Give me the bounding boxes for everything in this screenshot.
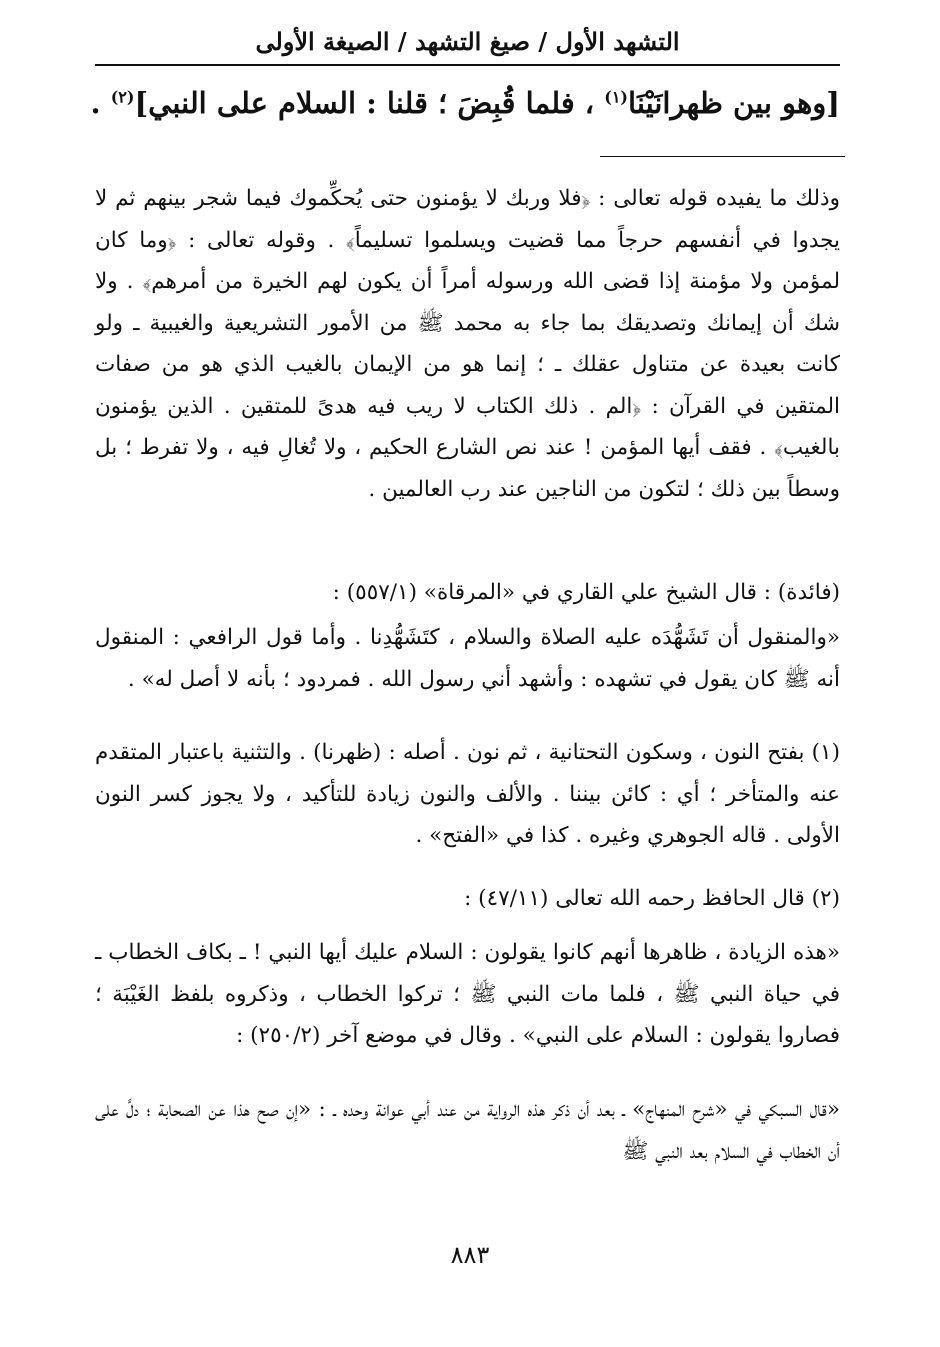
- separator-rule: [600, 156, 845, 157]
- benefit-quote: «والمنقول أن تَشَهُّدَه عليه الصلاة والسلام ، كتَشَهُّدِنا . وأما قول الرافعي : المنقول أنه ﷺ كان يقول في تشهده : وأشهد أني رسول الله . فمردود ؛ بأنه لا أصل له» .: [95, 625, 840, 692]
- commentary-paragraph: وذلك ما يفيده قوله تعالى : ﴿فلا وربك لا يؤمنون حتى يُحكِّموك فيما شجر بينهم ثم لا يجدوا في أنفسهم حرجاً مما قضيت ويسلموا تسليماً﴾ . وقوله تعالى : ﴿وما كان لمؤمن ولا مؤمنة إذا قضى الله ورسوله أمراً أن يكون لهم الخيرة من أمرهم﴾ . ولا شك أن إيمانك وتصديقك بما جاء به محمد ﷺ من الأمور التشريعية والغيبية ـ ولو كانت بعيدة عن متناول عقلك ـ ؛ إنما هو من الإيمان بالغيب الذي هو من صفات المتقين في القرآن : ﴿الم . ذلك الكتاب لا ريب فيه هدىً للمتقين . الذين يؤمنون بالغيب﴾ . فقف أيها المؤمن ! عند نص الشارع الحكيم ، ولا تُغالِ فيه ، ولا تفرط ؛ بل وسطاً بين ذلك ؛ لتكون من الناجين عند رب العالمين .: [95, 186, 840, 502]
- footnote-2-subquote: «قال السبكي في «شرح المنهاج» ـ بعد أن ذكر هذه الرواية من عند أبي عوانة وحده ـ : «إن صح هذا عن الصحابة ؛ دلَّ على أن الخطاب في السلام بعد النبي ﷺ: [95, 1097, 840, 1164]
- footnote-2-quote: «هذه الزيادة ، ظاهرها أنهم كانوا يقولون : السلام عليك أيها النبي ! ـ بكاف الخطاب ـ في حياة النبي ﷺ ، فلما مات النبي ﷺ ؛ تركوا الخطاب ، وذكروه بلفظ الغَيْبَة ؛ فصاروا يقولون : السلام على النبي» . وقال في موضع آخر (٢٥٠/٢) :: [95, 940, 840, 1048]
- lead-text-a: [وهو بين ظهرانَيْنَا: [627, 86, 840, 120]
- footnote-ref-1: (١): [604, 87, 628, 107]
- footnote-1: (١) بفتح النون ، وسكون التحتانية ، ثم نون . أصله : (ظهرنا) . والتثنية باعتبار المتقدم عنه والمتأخر ؛ أي : كائن بيننا . والألف والنون زيادة للتأكيد ، ولا يجوز كسر النون الأولى . قاله الجوهري وغيره . كذا في «الفتح» .: [95, 740, 840, 848]
- footnote-2-heading: (٢) قال الحافظ رحمه الله تعالى (٤٧/١١) :: [464, 886, 840, 911]
- hadith-continuation: [90, 80, 840, 126]
- running-header: التشهد الأول / صيغ التشهد / الصيغة الأولى: [255, 27, 680, 56]
- footnote-ref-2: (٢): [110, 87, 135, 107]
- benefit-heading: (فائدة) : قال الشيخ علي القاري في «المرقاة» (٥٥٧/١) :: [332, 580, 840, 605]
- header-rule: [95, 64, 840, 66]
- lead-text-b: ، فلما قُبِضَ ؛ قلنا : السلام على النبي]: [134, 86, 605, 120]
- lead-text-c: .: [90, 86, 111, 120]
- page-number: ٨٨٣: [450, 1241, 490, 1269]
